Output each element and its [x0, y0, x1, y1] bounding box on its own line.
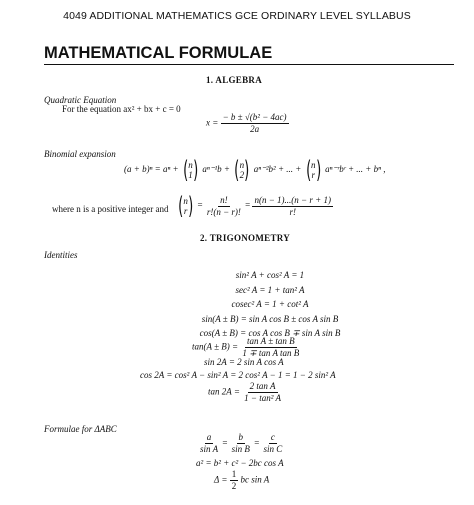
binomial-coeff-1: ( n 1 ) — [183, 156, 199, 184]
binomial-expansion — [124, 158, 385, 182]
cosine-rule: a² = b² + c² − 2bc cos A — [196, 458, 284, 468]
identity-cosec: cosec² A = 1 + cot² A — [231, 299, 309, 309]
quadratic-lhs: x = — [206, 117, 219, 128]
sine-rule-b-denominator: sin B — [231, 444, 250, 454]
section-trigonometry-heading: 2. TRIGONOMETRY — [200, 233, 291, 243]
identity-pythagorean: sin² A + cos² A = 1 — [235, 270, 305, 280]
tan-double-fraction — [242, 381, 283, 404]
tan-sum-denominator: 1 ∓ tan A tan B — [242, 348, 300, 358]
area-numerator: 1 — [231, 469, 237, 479]
sine-rule-a-denominator: sin A — [200, 444, 219, 454]
tan-double-denominator: 1 − tan² A — [244, 393, 282, 403]
quadratic-formula — [206, 112, 289, 135]
coeff-bottom: r — [311, 170, 316, 180]
quadratic-fraction — [221, 112, 289, 135]
coeff-top: n — [188, 160, 193, 170]
coeff-top: n — [311, 160, 316, 170]
sine-rule-a-numerator: a — [206, 432, 212, 442]
binomial-lhs: (a + b)ⁿ = aⁿ + — [124, 164, 179, 175]
quadratic-intro: For the equation ax² + bx + c = 0 — [62, 104, 181, 114]
identity-cos-double: cos 2A = cos² A − sin² A = 2 cos² A − 1 = 1 − 2 sin² A — [140, 370, 336, 380]
identity-sin-sum: sin(A ± B) = sin A cos B ± cos A sin B — [201, 313, 339, 324]
identities-label: Identities — [44, 250, 78, 260]
binomial-term-r: aⁿ⁻ʳbʳ + ... + bⁿ , — [325, 164, 386, 175]
binomial-coefficient-definition — [176, 194, 333, 218]
equals-sign: = — [245, 200, 251, 211]
quadratic-label: Quadratic Equation — [44, 95, 117, 105]
coeff-bottom: r — [183, 206, 188, 216]
binomial-label: Binomial expansion — [44, 149, 116, 159]
page-title: MATHEMATICAL FORMULAE — [44, 44, 273, 62]
sine-rule-a — [198, 432, 220, 455]
area-lhs: Δ = — [214, 474, 228, 485]
area-half-fraction — [230, 469, 239, 492]
identity-tan-sum — [192, 336, 301, 359]
equals-sign: = — [254, 437, 260, 448]
identity-sin-double: sin 2A = 2 sin A cos A — [204, 357, 284, 367]
binomial-term-2: aⁿ⁻²b² + ... + — [253, 164, 302, 175]
binomial-where-text: where n is a positive integer and — [52, 204, 169, 214]
sine-rule-b — [230, 432, 252, 455]
section-algebra-heading: 1. ALGEBRA — [206, 75, 263, 85]
tan-double-lhs: tan 2A = — [208, 386, 240, 397]
tan-sum-lhs: tan(A ± B) = — [192, 341, 239, 352]
equals-sign: = — [197, 200, 203, 211]
identity-cos-sum: cos(A ± B) = cos A cos B ∓ sin A sin B — [199, 328, 341, 338]
equals-sign: = — [222, 437, 228, 448]
binomial-term-1: aⁿ⁻¹b + — [202, 164, 230, 175]
identity-tan-double — [208, 381, 283, 404]
binomial-coeff-2: ( n 2 ) — [234, 156, 250, 184]
title-divider — [44, 64, 454, 65]
triangle-label: Formulae for ΔABC — [44, 424, 117, 434]
area-denominator: 2 — [231, 481, 237, 491]
tan-sum-fraction — [240, 336, 301, 359]
quadratic-numerator: − b ± √(b² − 4ac) — [222, 112, 287, 122]
factorial-numerator: n! — [220, 194, 228, 205]
sine-rule — [198, 432, 284, 455]
coeff-top: n — [183, 196, 188, 206]
product-numerator: n(n − 1)...(n − r + 1) — [254, 194, 331, 205]
binomial-coeff-r: ( n r ) — [305, 156, 321, 184]
sine-rule-c-numerator: c — [270, 432, 275, 442]
quadratic-denominator: 2a — [250, 124, 260, 134]
product-fraction — [252, 195, 332, 218]
sine-rule-c-denominator: sin C — [263, 444, 283, 454]
tan-double-numerator: 2 tan A — [249, 381, 276, 391]
factorial-denominator: r!(n − r)! — [206, 206, 241, 217]
tan-sum-numerator: tan A ± tan B — [247, 336, 295, 346]
coeff-bottom: 2 — [239, 170, 245, 180]
identity-list — [140, 268, 400, 341]
factorial-fraction — [205, 195, 243, 218]
area-tail: bc sin A — [240, 474, 270, 485]
sine-rule-b-numerator: b — [238, 432, 244, 442]
coeff-top: n — [239, 160, 245, 170]
identity-sec: sec² A = 1 + tan² A — [235, 284, 305, 295]
sine-rule-c — [262, 432, 285, 455]
page-header: 4049 ADDITIONAL MATHEMATICS GCE ORDINARY LEVEL SYLLABUS — [63, 10, 411, 22]
product-denominator: r! — [289, 206, 296, 217]
binomial-coeff-nr: ( n r ) — [178, 192, 194, 220]
triangle-area — [214, 469, 269, 492]
coeff-bottom: 1 — [188, 170, 193, 180]
